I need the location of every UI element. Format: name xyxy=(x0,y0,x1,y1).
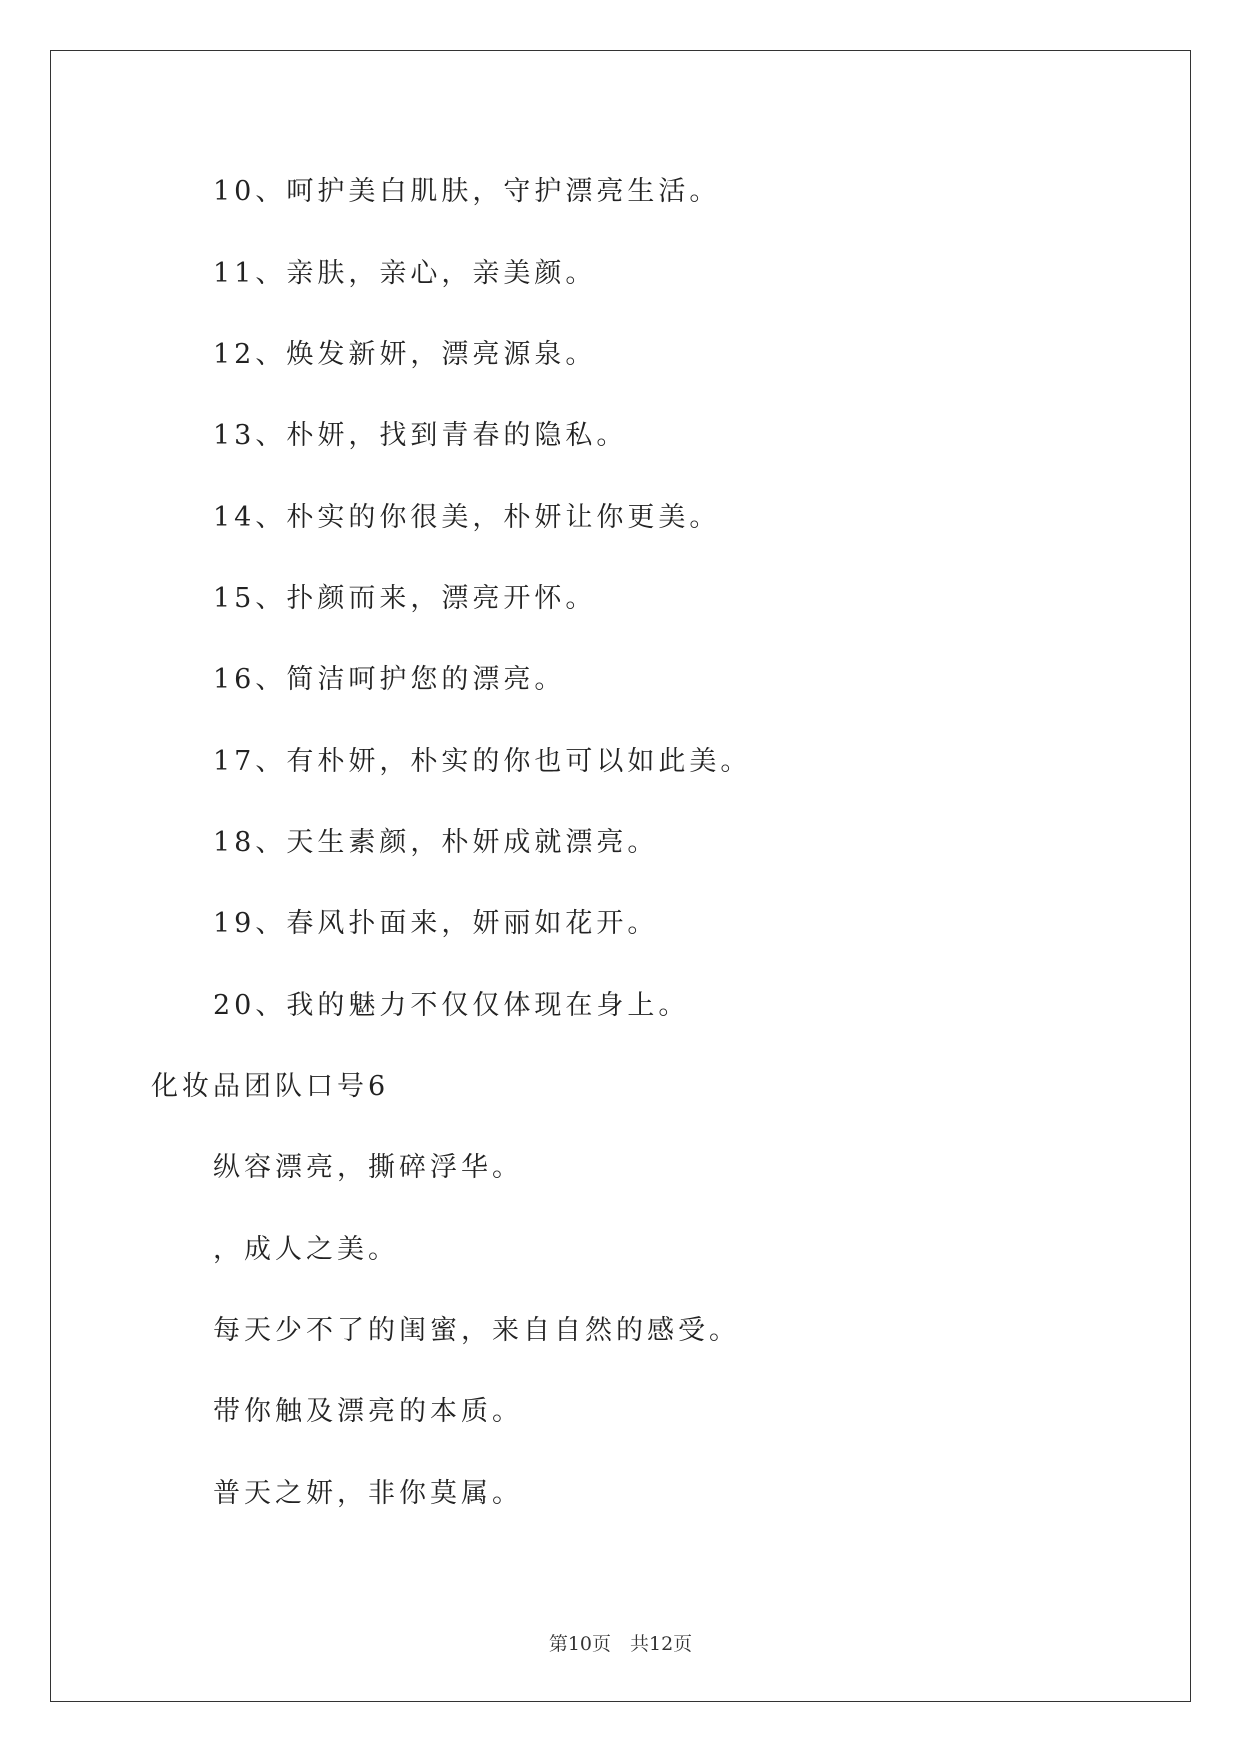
slogan-line: 15、扑颜而来，漂亮开怀。 xyxy=(213,583,597,614)
slogan-line: 10、呵护美白肌肤，守护漂亮生活。 xyxy=(213,176,721,207)
slogan-line: 11、亲肤，亲心，亲美颜。 xyxy=(213,258,597,289)
section-line: 带你触及漂亮的本质。 xyxy=(213,1396,523,1427)
page-number-footer: 第10页 共12页 xyxy=(548,1633,693,1655)
slogan-line: 18、天生素颜，朴妍成就漂亮。 xyxy=(213,827,659,858)
slogan-line: 17、有朴妍，朴实的你也可以如此美。 xyxy=(213,746,752,777)
section-line: ，成人之美。 xyxy=(213,1234,399,1265)
slogan-line: 16、简洁呵护您的漂亮。 xyxy=(213,664,566,695)
section-line: 普天之妍，非你莫属。 xyxy=(213,1478,523,1509)
section-line: 每天少不了的闺蜜，来自自然的感受。 xyxy=(213,1315,740,1346)
page-frame xyxy=(50,50,1191,1702)
slogan-line: 12、焕发新妍，漂亮源泉。 xyxy=(213,339,597,370)
slogan-line: 14、朴实的你很美，朴妍让你更美。 xyxy=(213,502,721,533)
slogan-line: 13、朴妍，找到青春的隐私。 xyxy=(213,420,628,451)
section-heading: 化妆品团队口号6 xyxy=(151,1071,390,1102)
slogan-line: 19、春风扑面来，妍丽如花开。 xyxy=(213,908,659,939)
slogan-line: 20、我的魅力不仅仅体现在身上。 xyxy=(213,990,690,1021)
section-line: 纵容漂亮，撕碎浮华。 xyxy=(213,1152,523,1183)
